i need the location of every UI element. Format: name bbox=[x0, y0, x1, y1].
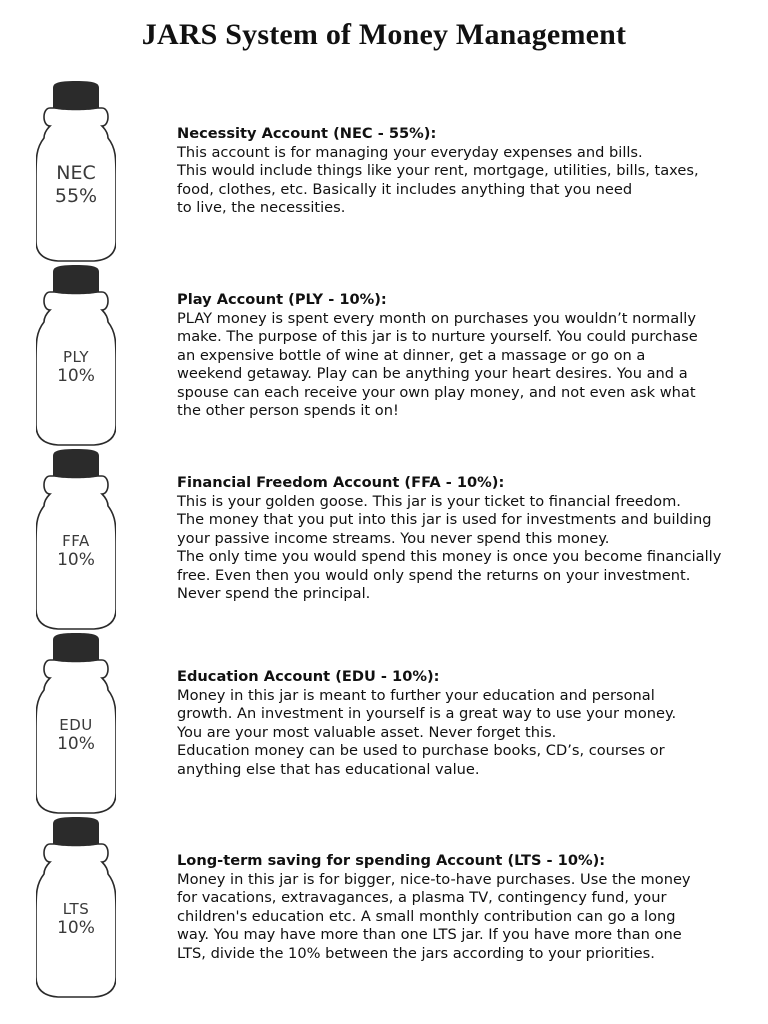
section-ply bbox=[177, 291, 752, 421]
section-line: This is your golden goose. This jar is your ticket to financial freedom. bbox=[177, 492, 681, 510]
section-heading: Long-term saving for spending Account (LTS - 10%): bbox=[177, 852, 606, 869]
section-line: to live, the necessities. bbox=[177, 199, 346, 216]
section-line: spouse can each receive your own play money, and not even ask what bbox=[177, 383, 696, 401]
jar-percent: 10% bbox=[57, 734, 95, 754]
section-line: for vacations, extravagances, a plasma TV, contingency fund, your bbox=[177, 889, 667, 906]
section-line: LTS, divide the 10% between the jars according to your priorities. bbox=[177, 944, 655, 962]
section-line: You are your most valuable asset. Never forget this. bbox=[177, 723, 557, 741]
section-line: the other person spends it on! bbox=[177, 402, 399, 419]
section-ffa bbox=[177, 474, 752, 604]
jar-ffa bbox=[36, 446, 116, 631]
section-line: anything else that has educational value. bbox=[177, 760, 480, 778]
section-line: free. Even then you would only spend the returns on your investment. bbox=[177, 566, 691, 584]
section-heading: Play Account (PLY - 10%): bbox=[177, 291, 387, 308]
section-heading: Financial Freedom Account (FFA - 10%): bbox=[177, 474, 505, 491]
section-line: growth. An investment in yourself is a great way to use your money. bbox=[177, 705, 677, 722]
jar-edu bbox=[36, 630, 116, 815]
section-line: Education money can be used to purchase books, CD’s, courses or bbox=[177, 742, 665, 759]
section-heading: Necessity Account (NEC - 55%): bbox=[177, 125, 437, 142]
section-heading: Education Account (EDU - 10%): bbox=[177, 668, 440, 685]
section-line: children's education etc. A small monthly contribution can go a long bbox=[177, 907, 676, 925]
jar-label: PLY bbox=[62, 348, 90, 366]
section-line: food, clothes, etc. Basically it includes anything that you need bbox=[177, 180, 633, 198]
jar-percent: 10% bbox=[57, 918, 95, 938]
section-edu bbox=[177, 668, 752, 779]
section-line: The only time you would spend this money is once you become financially bbox=[177, 548, 722, 565]
section-nec bbox=[177, 125, 752, 218]
section-line: make. The purpose of this jar is to nurture yourself. You could purchase bbox=[177, 328, 698, 345]
jar-label: EDU bbox=[59, 716, 93, 734]
section-line: Money in this jar is meant to further your education and personal bbox=[177, 686, 655, 704]
section-line: The money that you put into this jar is used for investments and building bbox=[177, 511, 712, 528]
jar-percent: 10% bbox=[57, 550, 95, 570]
section-lts bbox=[177, 852, 752, 963]
page-title: JARS System of Money Management bbox=[141, 18, 627, 51]
section-line: way. You may have more than one LTS jar. If you have more than one bbox=[177, 926, 682, 943]
section-line: This account is for managing your everyday expenses and bills. bbox=[177, 143, 643, 161]
jar-label: FFA bbox=[62, 532, 90, 550]
section-line: an expensive bottle of wine at dinner, get a massage or go on a bbox=[177, 346, 646, 364]
jar-label: LTS bbox=[62, 900, 90, 918]
section-line: your passive income streams. You never spend this money. bbox=[177, 529, 610, 547]
section-line: PLAY money is spent every month on purchases you wouldn’t normally bbox=[177, 309, 696, 327]
jar-lts bbox=[36, 814, 116, 999]
section-line: Money in this jar is for bigger, nice-to-have purchases. Use the money bbox=[177, 870, 691, 888]
jar-nec bbox=[36, 78, 116, 263]
jar-percent: 55% bbox=[54, 185, 98, 207]
section-line: weekend getaway. Play can be anything your heart desires. You and a bbox=[177, 365, 688, 382]
jar-label: NEC bbox=[56, 162, 96, 184]
jar-ply bbox=[36, 262, 116, 447]
section-line: Never spend the principal. bbox=[177, 585, 371, 602]
section-line: This would include things like your rent, mortgage, utilities, bills, taxes, bbox=[177, 162, 699, 179]
jar-percent: 10% bbox=[57, 366, 95, 386]
